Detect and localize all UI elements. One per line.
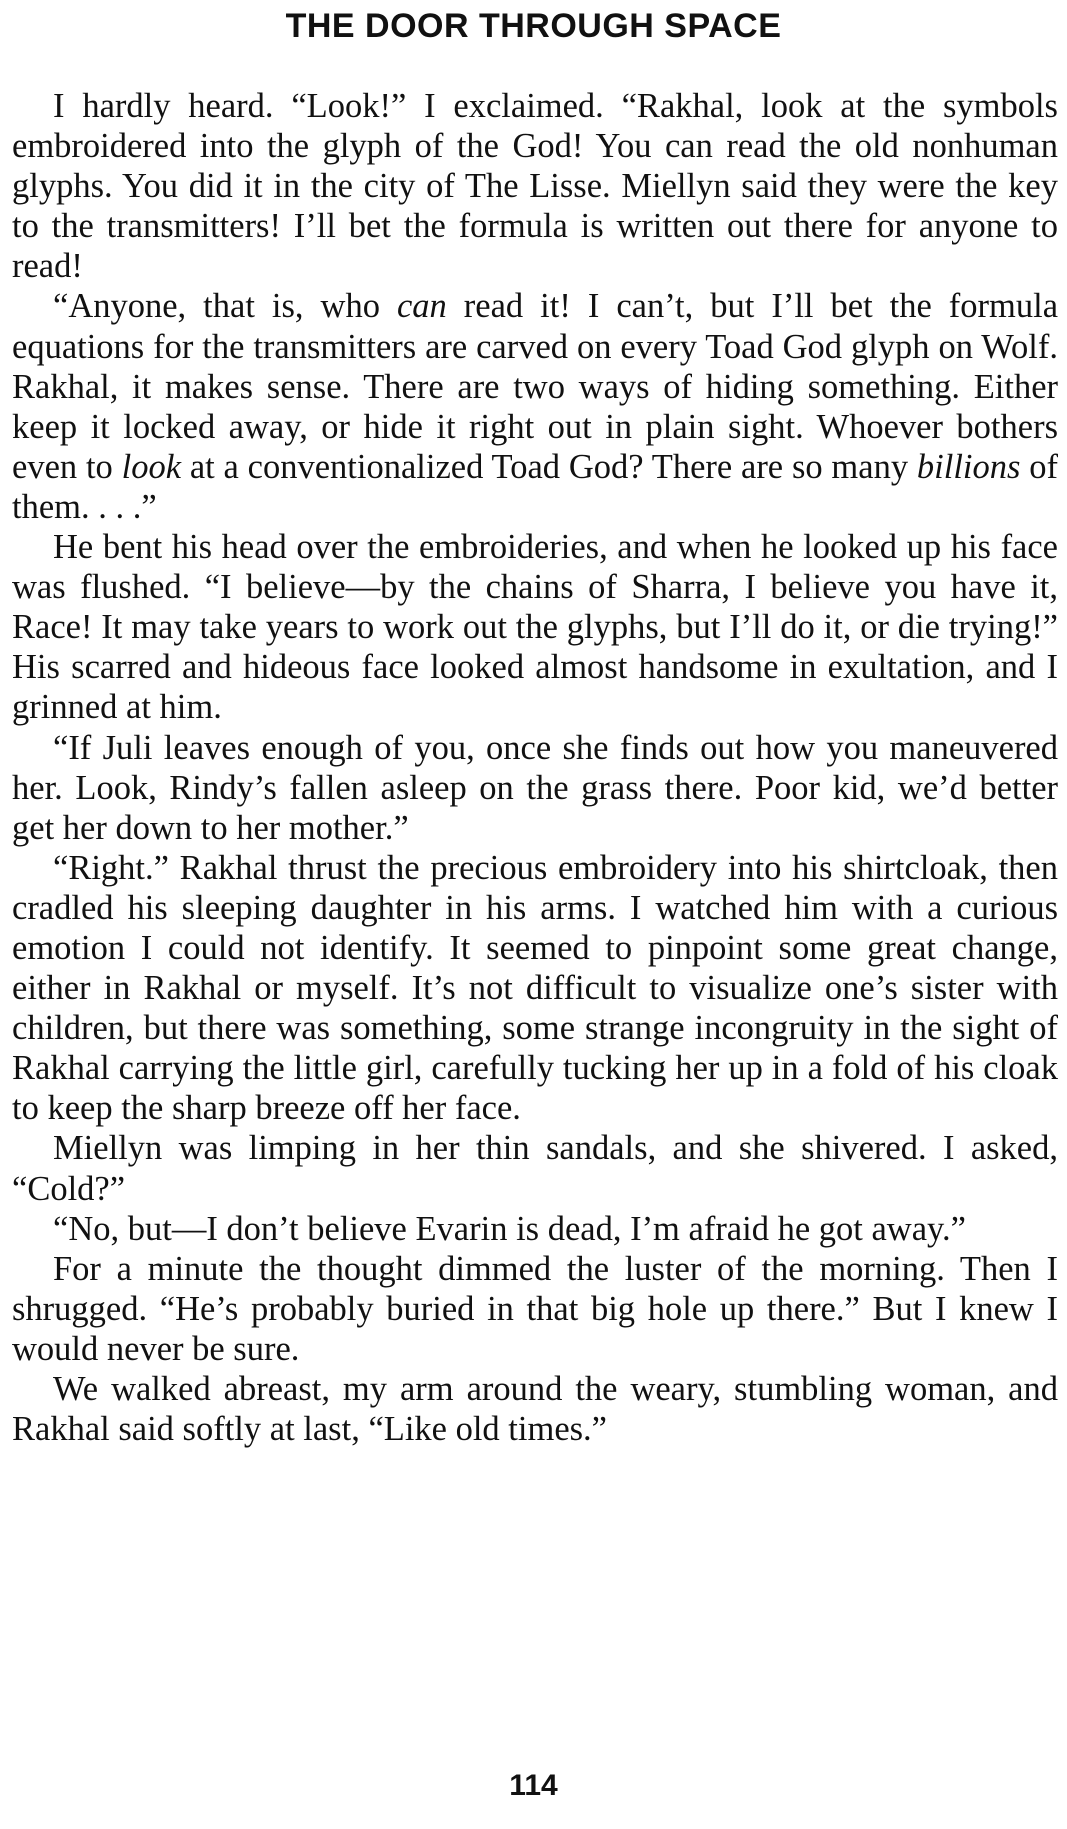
text-run: He bent his head over the embroideries, and when he looked up his face was flushed. “I believe—by the chains of Sharra, I believe you have it, Race! It may take years to work out the glyphs, but I’ll do it, or die trying!” His scarred and hideous face looked almost handsome in exultation, and I grinned at him.: [12, 528, 1058, 727]
italic-text: look: [121, 447, 182, 486]
paragraph: [12, 1249, 1058, 1369]
paragraph: [12, 527, 1058, 727]
italic-text: can: [396, 287, 447, 326]
text-run: “Anyone, that is, who: [53, 287, 397, 326]
paragraph: [12, 1128, 1058, 1208]
text-run: read it! I can’t, but I’ll bet the formula equations for the transmitters are carved on every Toad God glyph on Wolf. Rakhal, it makes sense. There are two ways of hiding something. Either keep it locked away, or hide it right out in plain sight. Whoever bothers even to: [12, 287, 1059, 486]
text-run: “Right.” Rakhal thrust the precious embroidery into his shirtcloak, then cradled his sleeping daughter in his arms. I watched him with a curious emotion I could not identify. It seemed to pinpoint some great change, either in Rakhal or myself. It’s not difficult to visualize one’s sister with children, but there was something, some strange incongruity in the sight of Rakhal carrying the little girl, carefully tucking her up in a fold of his cloak to keep the sharp breeze off her face.: [12, 848, 1058, 1128]
paragraph: [12, 728, 1058, 848]
paragraph: [12, 1209, 1058, 1249]
paragraph: [12, 848, 1058, 1129]
paragraph: [12, 286, 1058, 527]
text-run: I hardly heard. “Look!” I exclaimed. “Rakhal, look at the symbols embroidered into the glyph of the God! You can read the old nonhuman glyphs. You did it in the city of The Lisse. Miellyn said they were the key to the transmitters! I’ll bet the formula is written out there for anyone to read!: [12, 87, 1058, 286]
paragraph: [12, 1369, 1058, 1449]
text-run: at a conventionalized Toad God? There are so many: [181, 447, 917, 486]
text-run: Miellyn was limping in her thin sandals, and she shivered. I asked, “Cold?”: [12, 1129, 1058, 1208]
italic-text: billions: [916, 447, 1021, 486]
paragraph: [12, 86, 1058, 286]
page-number: 114: [509, 1769, 558, 1802]
text-run: For a minute the thought dimmed the luster of the morning. Then I shrugged. “He’s probably buried in that big hole up there.” But I knew I would never be sure.: [12, 1249, 1058, 1368]
text-run: “No, but—I don’t believe Evarin is dead, I’m afraid he got away.”: [53, 1209, 966, 1248]
text-run: of them. . . .”: [12, 447, 1058, 526]
body-text: [12, 86, 1058, 1449]
text-run: We walked abreast, my arm around the weary, stumbling woman, and Rakhal said softly at last, “Like old times.”: [12, 1370, 1058, 1449]
text-run: “If Juli leaves enough of you, once she finds out how you maneuvered her. Look, Rindy’s fallen asleep on the grass there. Poor kid, we’d better get her down to her mother.”: [12, 728, 1058, 847]
running-head: THE DOOR THROUGH SPACE: [285, 7, 782, 45]
